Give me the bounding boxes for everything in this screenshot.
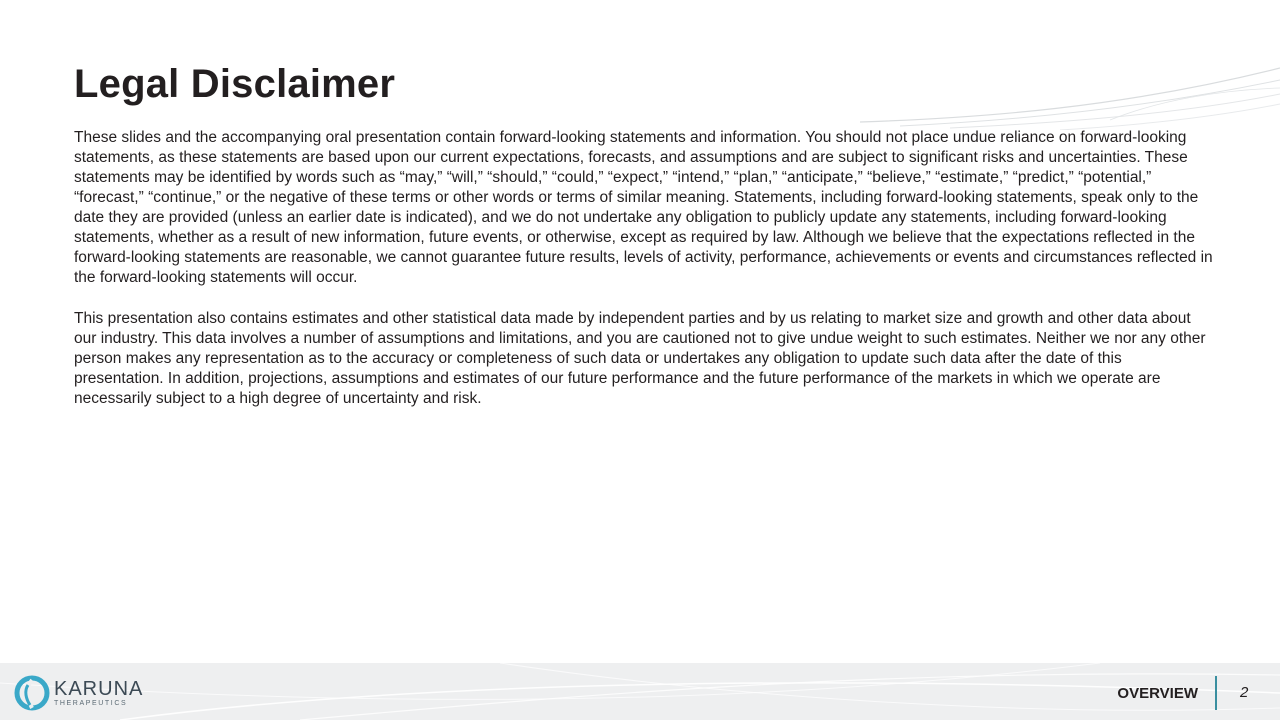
company-logo xyxy=(14,675,143,711)
karuna-logo-icon xyxy=(14,675,50,711)
section-label: OVERVIEW xyxy=(1117,685,1198,702)
footer-bar xyxy=(0,663,1280,720)
footer-divider xyxy=(1215,676,1217,710)
logo-subtitle: THERAPEUTICS xyxy=(54,699,128,707)
logo-wordmark xyxy=(54,679,143,708)
disclaimer-paragraph-forward-looking: These slides and the accompanying oral presentation contain forward-looking statements and information. You should not place undue reliance on forward-looking statements, as these statements are based upon our current expectations, forecasts, and assumptions and are subject to significant risks and uncertainties. These statements may be identified by words such as “may,” “will,” “should,” “could,” “expect,” “intend,” “plan,” “anticipate,” “believe,” “estimate,” “predict,” “potential,” “forecast,” “continue,” or the negative of these terms or other words or terms of similar meaning. Statements, including forward-looking statements, speak only to the date they are provided (unless an earlier date is indicated), and we do not undertake any obligation to publicly update any statements, including forward-looking statements, whether as a result of new information, future events, or otherwise, except as required by law. Although we believe that the expectations reflected in the forward-looking statements are reasonable, we cannot guarantee future results, levels of activity, performance, achievements or events and circumstances reflected in the forward-looking statements will occur. xyxy=(74,129,1213,286)
disclaimer-body xyxy=(74,128,1214,430)
logo-name: KARUNA xyxy=(54,677,144,700)
page-number: 2 xyxy=(1240,684,1249,701)
slide-title: Legal Disclaimer xyxy=(74,62,396,106)
footer-wave-decoration xyxy=(0,663,1280,720)
disclaimer-paragraph-statistical-data: This presentation also contains estimates and other statistical data made by independent parties and by us relating to market size and growth and other data about our industry. This data involves a number of assumptions and limitations, and you are cautioned not to give undue weight to such estimates. Neither we nor any other person makes any representation as to the accuracy or completeness of such data or undertakes any obligation to update such data after the date of this presentation. In addition, projections, assumptions and estimates of our future performance and the future performance of the markets in which we operate are necessarily subject to a high degree of uncertainty and risk. xyxy=(74,310,1206,407)
decorative-swoosh-lines xyxy=(860,60,1280,130)
